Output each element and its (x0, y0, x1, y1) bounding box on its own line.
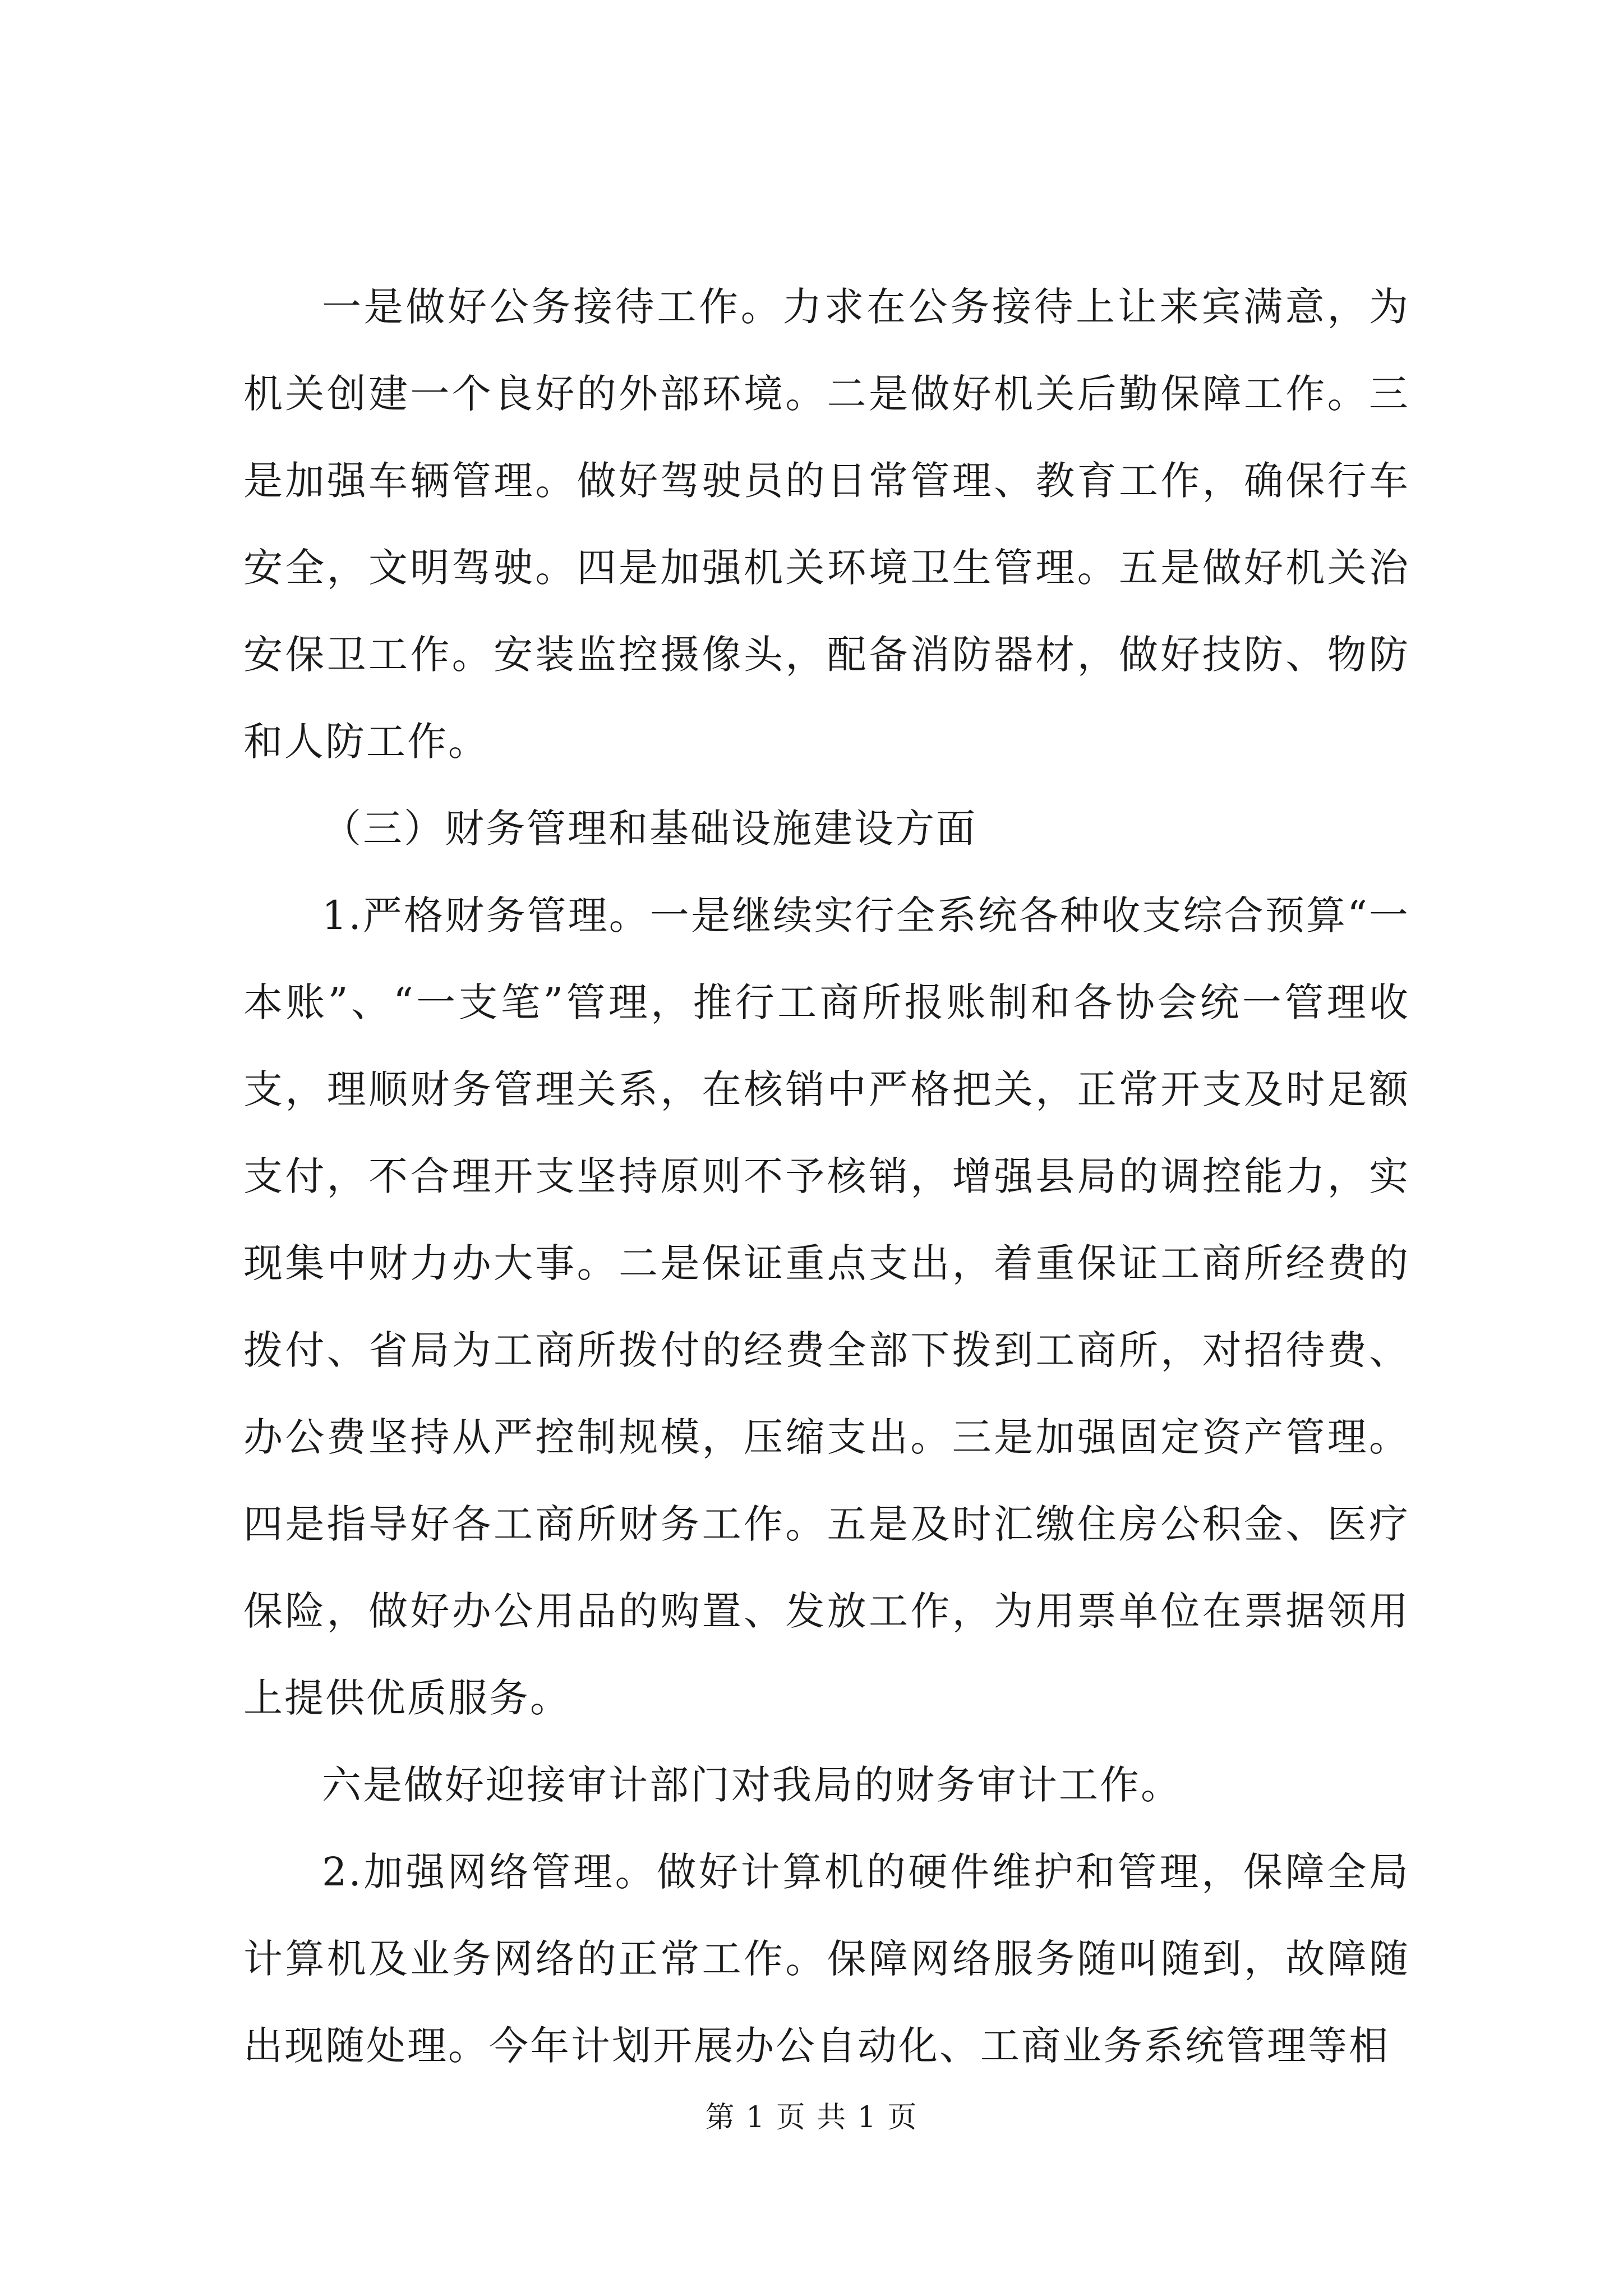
document-body (243, 264, 1410, 2090)
paragraph-network-management: 2.加强网络管理。做好计算机的硬件维护和管理，保障全局计算机及业务网络的正常工作。保障网络服务随叫随到，故障随出现随处理。今年计划开展办公自动化、工商业务系统管理等相 (243, 1849, 1410, 2069)
paragraph-finance-management: 1.严格财务管理。一是继续实行全系统各种收支综合预算“一本账”、“一支笔”管理，推行工商所报账制和各协会统一管理收支，理顺财务管理关系，在核销中严格把关，正常开支及时足额支付，不合理开支坚持原则不予核销，增强县局的调控能力，实现集中财力办大事。二是保证重点支出，着重保证工商所经费的拨付、省局为工商所拨付的经费全部下拨到工商所，对招待费、办公费坚持从严控制规模，压缩支出。三是加强固定资产管理。四是指导好各工商所财务工作。五是及时汇缴住房公积金、医疗保险，做好办公用品的购置、发放工作，为用票单位在票据领用上提供优质服务。 (243, 892, 1410, 1721)
page-footer: 第 1 页 共 1 页 (705, 2101, 918, 2134)
section-heading-finance: （三）财务管理和基础设施建设方面 (322, 806, 977, 852)
paragraph-logistics: 一是做好公务接待工作。力求在公务接待上让来宾满意，为机关创建一个良好的外部环境。二是做好机关后勤保障工作。三是加强车辆管理。做好驾驶员的日常管理、教育工作，确保行车安全，文明驾驶。四是加强机关环境卫生管理。五是做好机关治安保卫工作。安装监控摄像头，配备消防器材，做好技防、物防和人防工作。 (243, 284, 1410, 765)
paragraph-audit: 六是做好迎接审计部门对我局的财务审计工作。 (322, 1762, 1182, 1808)
